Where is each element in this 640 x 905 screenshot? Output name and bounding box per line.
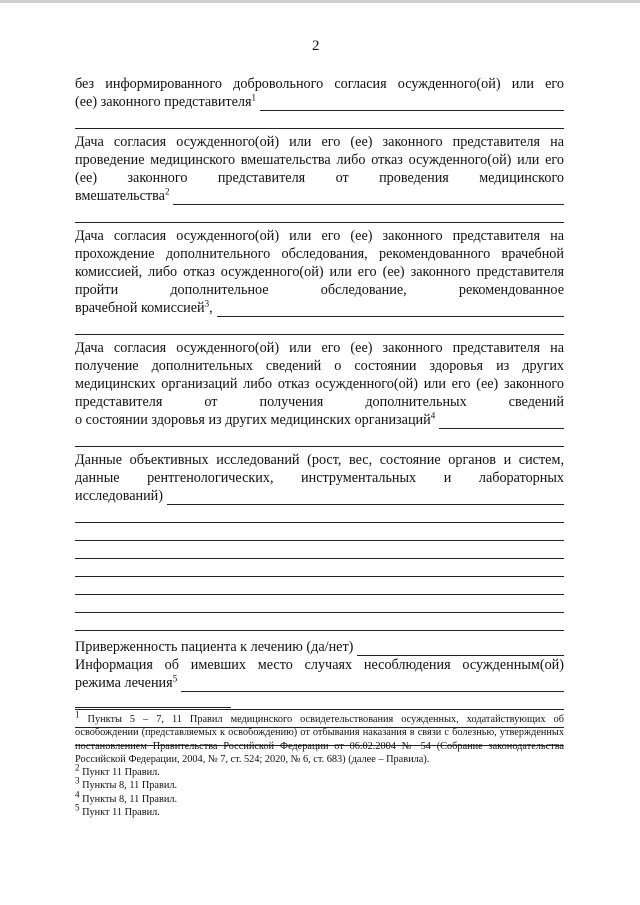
answer-line[interactable] xyxy=(181,678,564,692)
answer-line[interactable] xyxy=(260,97,564,111)
answer-line[interactable] xyxy=(75,613,564,631)
answer-line[interactable] xyxy=(75,429,564,447)
footnote: $^2$ Пункт 11 Правил. xyxy=(75,762,160,779)
answer-line[interactable] xyxy=(357,642,564,656)
answer-line[interactable] xyxy=(75,205,564,223)
footnote: $^4$ Пункты 8, 11 Правил. xyxy=(75,789,178,805)
answer-line[interactable] xyxy=(173,191,564,205)
form-body xyxy=(75,75,564,746)
section-objective-data: Данные объективных исследований (рост, вес, состояние органов и систем, данные рентгенологических, инструментальных и лабораторных исследований) xyxy=(75,451,564,631)
answer-line[interactable] xyxy=(75,541,564,559)
section-health-info-consent: Дача согласия осужденного(ой) или его (ее) законного представителя на получение дополнительных сведений о состоянии здоровья из других медицинских организаций либо отказ осужденного(ой) или его (ее) законного представителя от получения дополнительных сведений о состоянии здоровья из других медицинских организаций$^4$ xyxy=(75,339,564,447)
footnote: $^3$ Пункты 8, 11 Правил. xyxy=(75,776,178,792)
answer-line[interactable] xyxy=(75,505,564,523)
page-number: 2 xyxy=(312,38,320,54)
section-noncompliance: Информация об имевших место случаях несоблюдения осужденным(ой) режима лечения$^5$ xyxy=(75,656,564,746)
footnote: $^1$ Пункты 5 – 7, 11 Правил медицинского освидетельствования осужденных, ходатайствующих об освобождении (представляемых к освобождению) от отбывания наказания в связи с болезнью, утвержденных постановлением Правительства Российской Федерации от 06.02.2004 № 54 (Собрание законодательства Российской Федерации, 2004, № 7, ст. 524; 2020, № 6, ст. 683) (далее – Правила). xyxy=(75,709,564,765)
section-adherence: Приверженность пациента к лечению (да/нет) xyxy=(75,638,564,656)
answer-line[interactable] xyxy=(75,595,564,613)
section-additional-exam-consent: Дача согласия осужденного(ой) или его (ее) законного представителя на прохождение дополнительного обследования, рекомендованного врачебной комиссией, либо отказ осужденного(ой) или его (ее) законного представителя пройти дополнительное обследование, рекомендованное врачебной комиссией$^3$, xyxy=(75,227,564,335)
answer-line[interactable] xyxy=(75,523,564,541)
answer-line[interactable] xyxy=(439,415,564,429)
answer-line[interactable] xyxy=(75,559,564,577)
scan-edge xyxy=(0,0,640,3)
section-consent-absence: без информированного добровольного согласия осужденного(ой) или его (ее) законного представителя$^1$ xyxy=(75,75,564,129)
answer-line[interactable] xyxy=(217,303,564,317)
answer-line[interactable] xyxy=(167,491,564,505)
footnote-separator xyxy=(75,707,231,708)
answer-line[interactable] xyxy=(75,317,564,335)
footnotes xyxy=(75,709,564,819)
answer-line[interactable] xyxy=(75,111,564,129)
answer-line[interactable] xyxy=(75,577,564,595)
section-intervention-consent: Дача согласия осужденного(ой) или его (ее) законного представителя на проведение медицинского вмешательства либо отказ осужденного(ой) или его (ее) законного представителя от проведения медицинского вмешательства$^2$ xyxy=(75,133,564,223)
footnote: $^5$ Пункт 11 Правил. xyxy=(75,802,160,819)
